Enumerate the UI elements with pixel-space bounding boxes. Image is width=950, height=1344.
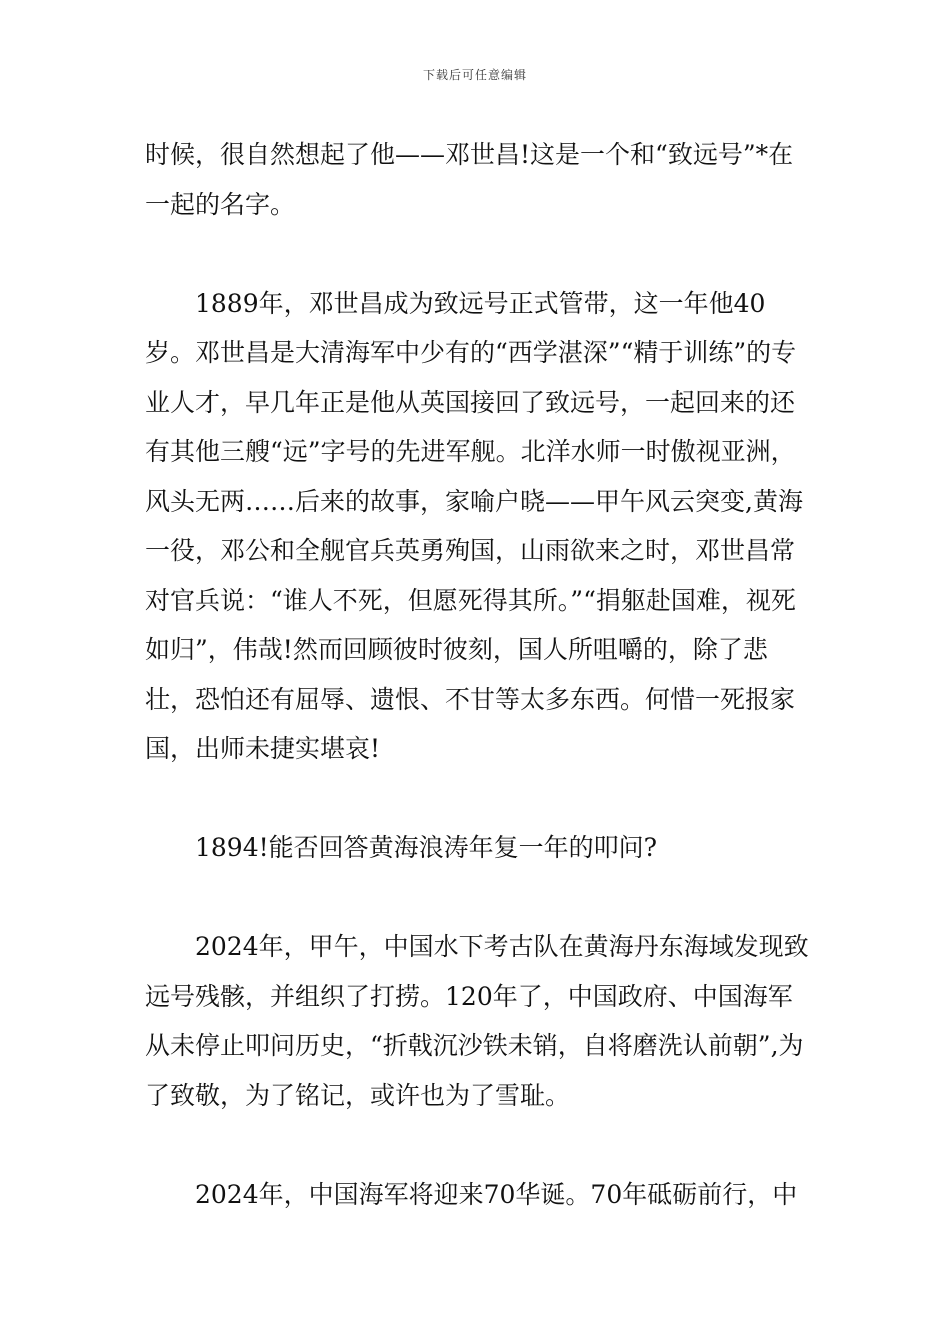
paragraph-gap (145, 229, 810, 279)
paragraph-4: 2024年，甲午，中国水下考古队在黄海丹东海域发现致远号残骸，并组织了打捞。120年了，中国政府、中国海军从未停止叩问历史，“折戟沉沙铁未销，自将磨洗认前朝”,为了致敬，为了铭记，或许也为了雪耻。 (145, 932, 809, 1110)
paragraph-1: 时候，很自然想起了他——邓世昌!这是一个和“致远号”*在一起的名字。 (145, 140, 794, 219)
paragraph-gap (145, 1120, 810, 1170)
document-body (145, 130, 810, 1219)
page-header: 下载后可任意编辑 (422, 68, 527, 82)
paragraph-gap (145, 873, 810, 923)
paragraph-gap (145, 774, 810, 824)
paragraph-5: 2024年，中国海军将迎来70华诞。70年砥砺前行，中 (195, 1179, 798, 1209)
paragraph-2: 1889年，邓世昌成为致远号正式管带，这一年他40岁。邓世昌是大清海军中少有的“西学湛深”“精于训练”的专业人才，早几年正是他从英国接回了致远号，一起回来的还有其他三艘“远”字号的先进军舰。北洋水师一时傲视亚洲，风头无两……后来的故事，家喻户晓——甲午风云突变,黄海一役，邓公和全舰官兵英勇殉国，山雨欲来之时，邓世昌常对官兵说：“谁人不死，但愿死得其所。”“捐躯赴国难，视死如归”，伟哉!然而回顾彼时彼刻，国人所咀嚼的，除了悲壮，恐怕还有屈辱、遗恨、不甘等太多东西。何惜一死报家国，出师未捷实堪哀! (145, 288, 803, 763)
paragraph-3: 1894!能否回答黄海浪涛年复一年的叩问? (195, 833, 658, 862)
